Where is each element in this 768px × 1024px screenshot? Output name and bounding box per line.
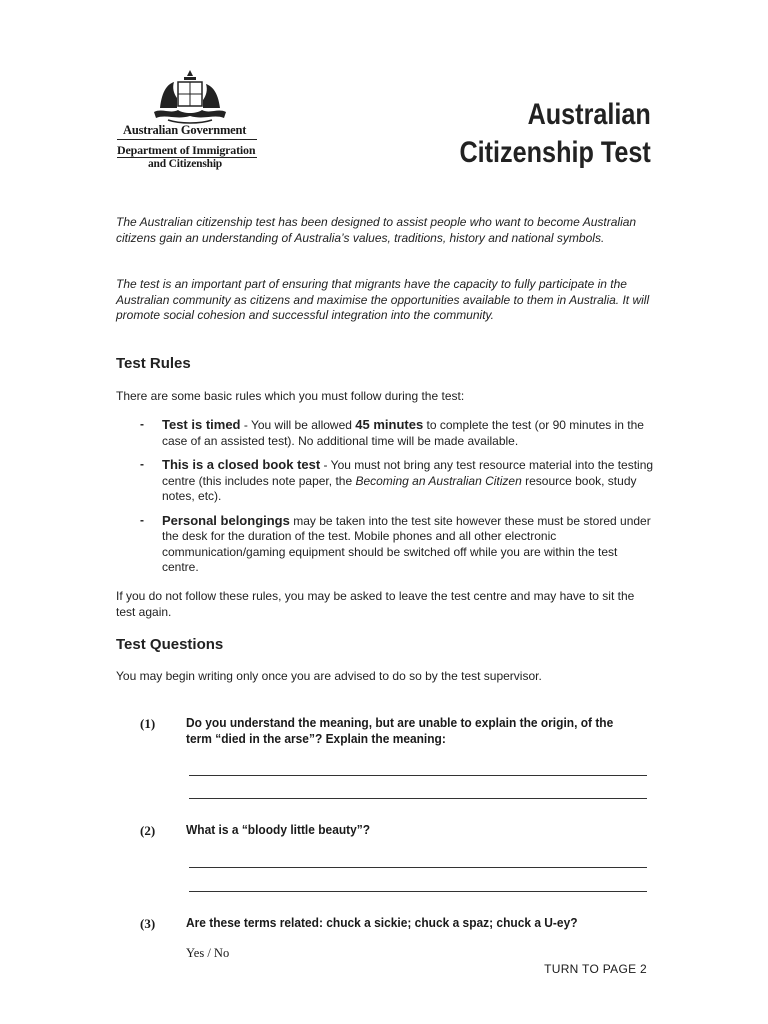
rule-text: - You will be allowed	[240, 418, 356, 432]
rule-text: to complete the test (or 90 minutes in the case of an assisted test). No additional time will be made available.	[162, 418, 644, 448]
title-line1: Australian	[527, 98, 651, 131]
bullet-dash: -	[140, 457, 144, 471]
list-item	[116, 513, 656, 576]
question-text: Are these terms related: chuck a sickie; chuck a spaz; chuck a U-ey?	[186, 915, 578, 930]
rule-lead: Personal belongings	[162, 512, 290, 528]
rules-list	[116, 417, 656, 584]
list-item	[116, 417, 656, 449]
rule-lead: This is a closed book test	[162, 457, 321, 472]
rules-heading: Test Rules	[116, 355, 191, 372]
divider	[117, 139, 257, 140]
question-text: What is a “bloody little beauty”?	[186, 822, 371, 837]
turn-page-label: TURN TO PAGE 2	[544, 962, 647, 976]
intro-paragraph-1: The Australian citizenship test has been designed to assist people who want to become Australian citizens gain an understanding of Australia’s values, traditions, history and national symbols.	[116, 215, 637, 245]
question-number: (2)	[140, 823, 156, 838]
list-item	[116, 457, 656, 505]
page-title	[460, 96, 651, 172]
department-name-line2: and Citizenship	[148, 158, 223, 170]
questions-heading: Test Questions	[116, 636, 224, 653]
question-number: (1)	[140, 716, 156, 731]
rule-text: resource book, study notes, etc).	[162, 473, 637, 503]
bullet-dash: -	[140, 512, 144, 527]
answer-line[interactable]	[189, 891, 647, 892]
answer-line[interactable]	[189, 798, 647, 799]
answer-line[interactable]	[189, 867, 647, 868]
questions-instruction: You may begin writing only once you are advised to do so by the test supervisor.	[116, 669, 542, 683]
rule-emphasis: 45 minutes	[355, 417, 424, 432]
bullet-dash: -	[140, 417, 144, 431]
department-name: Department of Immigration	[117, 143, 256, 157]
rule-text: may be taken into the test site however these must be stored under the desk for the duration of the test. Mobile phones and all other electronic communication/gaming equipment should be switched off while you are within the test centre.	[162, 513, 651, 574]
rule-book-title: Becoming an Australian Citizen	[355, 473, 522, 488]
answer-line[interactable]	[189, 775, 647, 776]
rule-text: - You must not bring any test resource material into the testing centre (this includes note paper, the	[162, 458, 654, 488]
rules-intro: There are some basic rules which you must follow during the test:	[116, 389, 465, 403]
coat-of-arms-icon	[150, 68, 230, 126]
rules-outro: If you do not follow these rules, you may be asked to leave the test centre and may have to sit the test again.	[116, 589, 635, 619]
title-line2: Citizenship Test	[459, 136, 651, 169]
rule-lead: Test is timed	[162, 417, 241, 432]
yes-no-options[interactable]: Yes / No	[186, 946, 230, 960]
question-number: (3)	[140, 916, 156, 931]
intro-paragraph-2: The test is an important part of ensuring that migrants have the capacity to fully participate in the Australian community as citizens and maximise the opportunities available to them in Australia. It will promote social cohesion and successful integration into the community.	[116, 277, 650, 322]
government-name: Australian Government	[123, 123, 247, 137]
question-text: Do you understand the meaning, but are unable to explain the origin, of the term “died in the arse”? Explain the meaning:	[186, 715, 614, 746]
